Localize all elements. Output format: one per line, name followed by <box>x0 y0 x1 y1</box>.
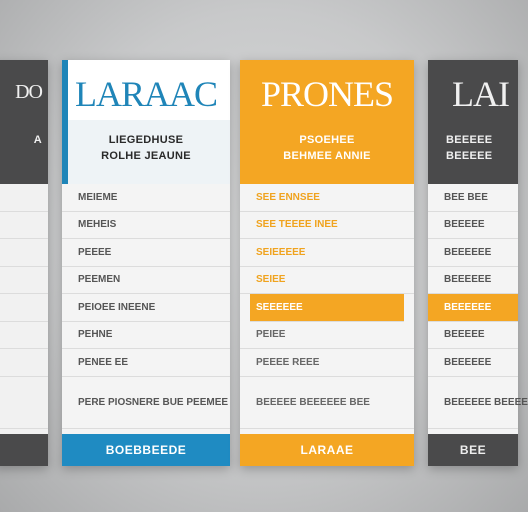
feature-row: MEHEIS <box>62 212 230 240</box>
feature-row: PENEE EE <box>62 349 230 377</box>
card-subtitle <box>428 132 518 164</box>
card-subtitle <box>62 132 230 164</box>
feature-row: PEEEE REEE <box>240 349 414 377</box>
feature-row: BEEEEE <box>428 212 518 240</box>
feature-row: PEEMEN <box>62 267 230 295</box>
card-header <box>240 60 414 184</box>
feature-row: BEEEEEE <box>428 239 518 267</box>
card-header <box>428 60 518 184</box>
feature-row <box>0 212 48 240</box>
card-title: LAI <box>452 74 509 114</box>
feature-list <box>240 184 414 429</box>
pricing-card-3 <box>240 60 414 466</box>
card-subtitle-line-1: PSOEHEE <box>299 134 355 146</box>
feature-row: BEEEEE <box>428 322 518 350</box>
feature-row: SEE ENNSEE <box>240 184 414 212</box>
feature-list <box>62 184 230 429</box>
select-plan-button[interactable] <box>0 434 48 466</box>
pricing-card-2 <box>62 60 230 466</box>
feature-note <box>0 377 48 429</box>
select-plan-button[interactable]: BEE <box>428 434 518 466</box>
feature-row-highlighted: SEEEEEE <box>250 294 404 322</box>
card-subtitle-line-1: BEEEEE <box>446 134 493 146</box>
card-header <box>0 60 48 184</box>
select-plan-button[interactable]: BOEBBEEDE <box>62 434 230 466</box>
feature-note: BEEEEEE BEEEE <box>428 377 518 429</box>
feature-row <box>0 184 48 212</box>
feature-row <box>0 349 48 377</box>
card-header <box>62 60 230 184</box>
card-subtitle <box>240 132 414 164</box>
feature-row-highlighted: BEEEEEE <box>428 294 518 322</box>
feature-list <box>428 184 528 429</box>
feature-row <box>0 294 48 322</box>
feature-list <box>0 184 48 429</box>
select-plan-button[interactable]: LARAAE <box>240 434 414 466</box>
feature-row: SEIEE <box>240 267 414 295</box>
feature-row: PEIOEE INEENE <box>62 294 230 322</box>
feature-note: PERE PIOSNERE BUE PEEMEE <box>62 377 230 429</box>
pricing-card-4 <box>428 60 528 466</box>
feature-row: SEE TEEEE INEE <box>240 212 414 240</box>
feature-row <box>0 267 48 295</box>
pricing-card-1 <box>0 60 48 466</box>
feature-note: BEEEEE BEEEEEE BEE <box>240 377 414 429</box>
feature-row: BEE BEE <box>428 184 518 212</box>
card-subtitle <box>0 132 48 148</box>
feature-row: PEHNE <box>62 322 230 350</box>
feature-row: BEEEEEE <box>428 267 518 295</box>
card-title: LARAAC <box>74 74 217 114</box>
feature-row <box>0 322 48 350</box>
feature-row <box>0 239 48 267</box>
card-title: PRONES <box>260 74 394 114</box>
feature-row: MEIEME <box>62 184 230 212</box>
card-subtitle-line-2: A <box>33 134 42 146</box>
feature-row: PEIEE <box>240 322 414 350</box>
card-title: DO <box>15 81 42 103</box>
feature-row: PEEEE <box>62 239 230 267</box>
card-subtitle-line-2: BEHMEE ANNIE <box>283 150 371 162</box>
card-subtitle-line-2: BEEEEE <box>446 150 493 162</box>
feature-row: SEIEEEEE <box>240 239 414 267</box>
card-subtitle-line-1: LIEGEDHUSE <box>108 134 184 146</box>
card-subtitle-line-2: ROLHE JEAUNE <box>101 150 191 162</box>
feature-row: BEEEEEE <box>428 349 518 377</box>
